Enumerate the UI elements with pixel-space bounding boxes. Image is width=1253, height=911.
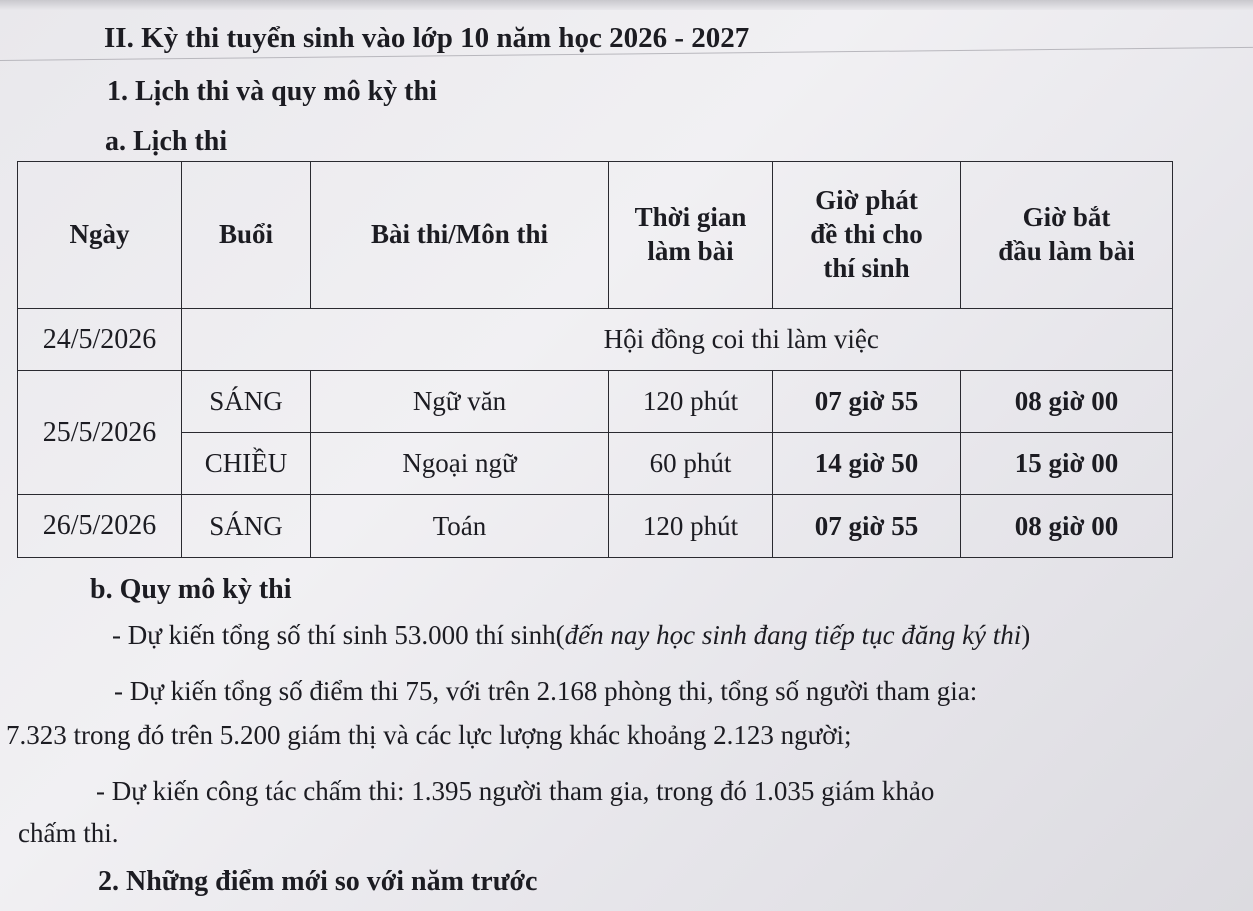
exam-schedule-table [17,161,1173,558]
table-row [18,309,1173,371]
table-header-row [18,162,1173,309]
paragraph-exam-sites-line1: - Dự kiến tổng số điểm thi 75, với trên 2.168 phòng thi, tổng số người tham gia: [114,676,978,706]
row1-empty-cell [182,309,311,371]
para1-main: - Dự kiến tổng số thí sinh 53.000 thí sinh( [112,620,565,650]
row2a-mon: Ngữ văn [311,371,609,433]
row2b-mon: Ngoại ngữ [311,433,609,495]
paragraph-grading-line1: - Dự kiến công tác chấm thi: 1.395 người tham gia, trong đó 1.035 giám khảo [96,776,935,806]
row2b-buoi: CHIỀU [182,433,311,495]
row1-date: 24/5/2026 [18,309,182,371]
header-mon-thi: Bài thi/Môn thi [311,162,609,309]
top-edge-shadow [0,0,1253,10]
subsection-b-title: b. Quy mô kỳ thi [90,574,292,605]
subsection-1-title: 1. Lịch thi và quy mô kỳ thi [107,76,437,107]
header-gio-phat-line3: thí sinh [823,252,910,283]
para1-italic: đến nay học sinh đang tiếp tục đăng ký thi [564,620,1022,650]
row3-mon: Toán [311,495,609,558]
row2a-gio-bat-dau: 08 giờ 00 [961,371,1173,433]
header-gio-phat-line1: Giờ phát [815,185,918,216]
subsection-a-title: a. Lịch thi [105,126,228,157]
header-gio-bat-dau-line2: đầu làm bài [998,236,1135,266]
table-row [18,433,1173,495]
header-thoi-gian [609,162,773,309]
row3-thoi-gian: 120 phút [609,495,773,558]
header-gio-bat-dau-line1: Giờ bắt [1022,202,1111,233]
table-row [18,371,1173,433]
header-ngay: Ngày [18,162,182,309]
header-thoi-gian-line2: làm bài [647,236,734,266]
row3-date: 26/5/2026 [18,495,182,558]
row3-buoi: SÁNG [182,495,311,558]
row2a-thoi-gian: 120 phút [609,371,773,433]
header-gio-phat [773,162,961,309]
row3-gio-phat: 07 giờ 55 [773,495,961,558]
header-gio-phat-line2: đề thi cho [810,219,923,250]
row2b-gio-bat-dau: 15 giờ 00 [961,433,1173,495]
header-buoi: Buổi [182,162,311,309]
row2-date: 25/5/2026 [18,371,182,495]
header-thoi-gian-line1: Thời gian [634,202,747,233]
paragraph-candidates [112,620,1030,651]
header-gio-bat-dau [961,162,1173,309]
row2b-thoi-gian: 60 phút [609,433,773,495]
section-title: II. Kỳ thi tuyển sinh vào lớp 10 năm học 2026 - 2027 [104,22,750,54]
table-row [18,495,1173,558]
row2a-buoi: SÁNG [182,371,311,433]
row2b-gio-phat: 14 giờ 50 [773,433,961,495]
para1-end: ) [1021,620,1031,650]
paragraph-grading-line2: chấm thi. [18,818,119,848]
paragraph-exam-sites-line2: 7.323 trong đó trên 5.200 giám thị và các lực lượng khác khoảng 2.123 người; [6,720,852,750]
row3-gio-bat-dau: 08 giờ 00 [961,495,1173,558]
row1-note: Hội đồng coi thi làm việc [311,309,1173,371]
row2a-gio-phat: 07 giờ 55 [773,371,961,433]
subsection-2-title: 2. Những điểm mới so với năm trước [98,866,538,897]
